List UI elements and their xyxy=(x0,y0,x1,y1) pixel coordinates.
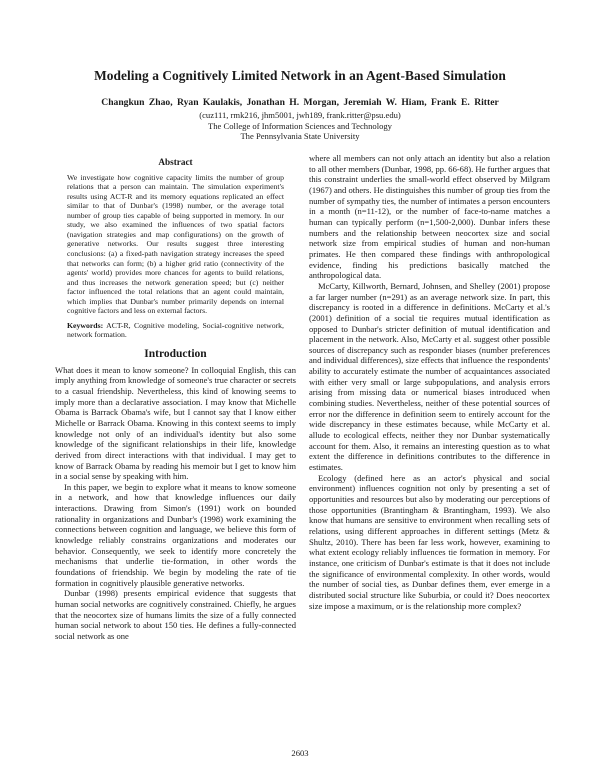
affiliation-block xyxy=(0,110,600,142)
right-paragraph-1: where all members can not only attach an identity but also a relation to all other members (Dunbar, 1998, pp. 66-68). He further argues that this constraint underlies the small-world effect observed by Milgram (1967) and others. He distinguishes this number of group ties from the number of sympathy ties, the number of intimates a person encounters in a month (n=11-12), or the number of face-to-name matches a human can typically perform (n=1,500-2,000). Dunbar infers these numbers and the relationship between neocortex size and social network size from empirical studies of human and non-human primates. He then compared these findings with anthropological evidence, finding his predictions basically matched the anthropological data. xyxy=(309,153,550,281)
college-name: The College of Information Sciences and Technology xyxy=(208,120,392,131)
right-column xyxy=(309,153,550,611)
abstract-heading: Abstract xyxy=(158,157,193,167)
keywords-label: Keywords: xyxy=(67,320,104,330)
keywords-line xyxy=(67,321,284,340)
intro-paragraph-1: What does it mean to know someone? In colloquial English, this can imply anything from knowledge of someone's true character or secrets to a casual friendship. Nevertheless, this kind of knowing seems to imply more than a declarative association. I may know that Michelle Obama is Barrack Obama's wife, but I cannot say that I know either Michelle or Barrack Obama. Knowing in this context seems to imply knowledge not only of an individual's identity but also some knowledge of the significant relationships in their life, knowledge derived from direct interactions with that individual. I may get to know of Barrack Obama by reading his memoir but I get to know him in a social sense by speaking with him. xyxy=(55,364,296,482)
page-number: 2603 xyxy=(291,748,309,758)
introduction-heading: Introduction xyxy=(144,347,207,360)
university-name: The Pennsylvania State University xyxy=(240,131,360,142)
author-emails: (cuz111, rmk216, jhm5001, jwh189, frank.ritter@psu.edu) xyxy=(199,110,401,120)
intro-paragraph-3: Dunbar (1998) presents empirical evidence that suggests that human social networks are cognitively constrained. Chiefly, he argues that the neocortex size of humans limits the size of a fully connected human social network to about 150 ties. He defines a fully-connected social network as one xyxy=(55,588,296,642)
right-paragraph-2: McCarty, Killworth, Bernard, Johnsen, and Shelley (2001) propose a far larger number (n=291) as an average network size. In part, this discrepancy is rooted in a difference in definitions. McCarty et al.'s (2001) definition of a social tie requires mutual identification as opposed to Dunbar's stricter definition of mutual identification and placement in the network. Also, McCarty et al. suggest other possible sources of discrepancy such as responder biases (number preferences and individual differences), size effects that influence the respondents' ability to accurately estimate the number of acquaintances associated with either very small or large subpopulations, and analysis errors arising from missing data or numerical biases introduced when combining studies. Nevertheless, neither of these potential sources of error nor the difference in definition seem to entirely account for the wide discrepancy in these estimates because, while McCarty et al. allude to ecological effects, neither they nor Dunbar systematically account for them. Also, it remains an interesting question as to what extent the difference in definitions contributes to the difference in estimates. xyxy=(309,280,550,473)
paper-title: Modeling a Cognitively Limited Network in an Agent-Based Simulation xyxy=(94,68,506,83)
right-paragraph-3: Ecology (defined here as an actor's physical and social environment) influences cognition not only by presenting a set of opportunities and resources but also by moderating our perceptions of those opportunities (Brantingham & Brantingham, 1993). We also know that humans are sensitive to environment when recalling sets of relations, using different approaches in different settings (Metz & Shultz, 2010). There has been far less work, however, examining to what extent ecology reliably influences tie formation in memory. For instance, one criticism of Dunbar's estimate is that it does not include the significance of environmental complexity. In other words, would the number of social ties, as Dunbar defines them, ever emerge in a distributed social structure like Suburbia, or could it? Does neocortex size impose a maximum, or is the relationship more complex? xyxy=(309,472,550,611)
abstract-text: We investigate how cognitive capacity limits the number of group relations that a person can maintain. The simulation experiment's results using ACT-R and its memory equations replicated an effect similar to that of Dunbar's (1998) number, or the average total number of group ties capable of being supported in memory. In our study, we also examined the influences of two spatial factors (navigation strategies and map configurations) on the growth of generative networks. Our results suggest three interesting conclusions: (a) a fixed-path navigation strategy increases the speed that networks can form; (b) a higher grid ratio (connectivity of the agents' world) provides more chances for agents to build relations, and thus increases the network generation speed; but (c) neither factor influenced the total relations that an agent could maintain, which implies that Dunbar's number primarily depends on internal cognitive factors and less on external factors. xyxy=(67,172,284,316)
intro-paragraph-2: In this paper, we begin to explore what it means to know someone in a network, and how that knowledge influences our daily interactions. Drawing from Simon's (1991) work on bounded rationality in organizations and Dunbar's (1998) work examining the connections between cognition and language, we believe this form of knowledge reliably constrains organizations and moderates our behavior. Consequently, we seek to identify more concretely the mechanisms that underlie tie-formation, in other words the foundations of friendship. We begin by modeling the rate of tie formation in cognitively plausible generative networks. xyxy=(55,481,296,588)
keywords-text: ACT-R, Cognitive modeling, Social-cognitive network, network formation. xyxy=(67,320,284,340)
left-column xyxy=(55,150,296,642)
author-list: Changkun Zhao, Ryan Kaulakis, Jonathan H. Morgan, Jeremiah W. Hiam, Frank E. Ritter xyxy=(101,97,499,108)
